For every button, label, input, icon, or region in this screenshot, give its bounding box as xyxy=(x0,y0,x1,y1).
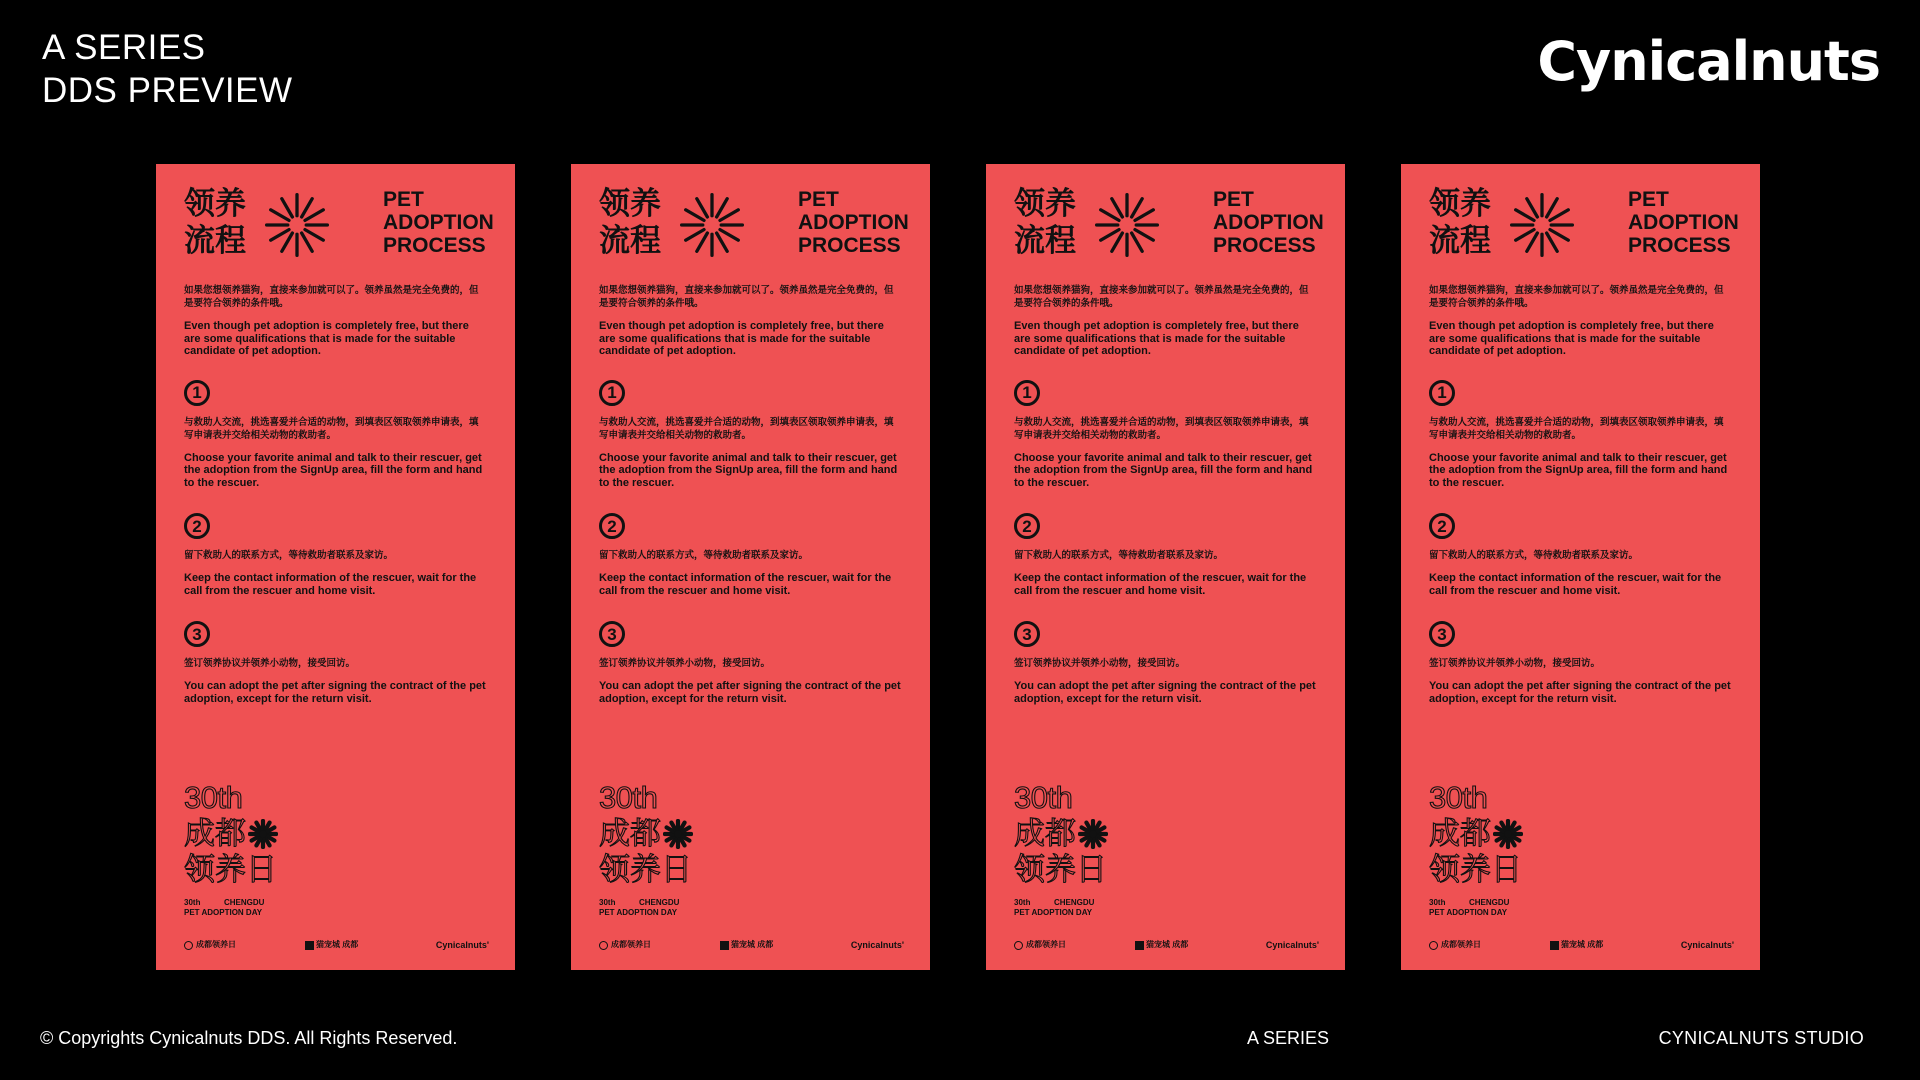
en-title-line1: PET xyxy=(798,188,839,211)
intro-cn-text: 如果您想领养猫狗，直接来参加就可以了。领养虽然是完全免费的，但是要符合领养的条件哦。 xyxy=(184,285,479,309)
series-title xyxy=(42,26,293,112)
sponsor-logos xyxy=(599,939,904,953)
sponsor-logo-3: Cynicalnuts' xyxy=(1680,940,1734,950)
sponsor-logo-2-text: 猫宠城 成都 xyxy=(731,940,774,949)
event-name: 领养日 xyxy=(599,852,692,888)
copyright-text: © Copyrights Cynicalnuts DDS. All Rights Reserved. xyxy=(40,1028,458,1048)
circle-logo-icon xyxy=(1429,941,1438,950)
step-en-text: You can adopt the pet after signing the contract of the pet adoption, except for the return visit. xyxy=(1429,680,1731,705)
series-title-line2: DDS PREVIEW xyxy=(42,71,293,110)
step-cn-text: 签订领养协议并领养小动物，接受回访。 xyxy=(1429,658,1601,669)
step-cn-text: 签订领养协议并领养小动物，接受回访。 xyxy=(1014,658,1186,669)
step-cn-text: 与救助人交流，挑选喜爱并合适的动物，到填表区领取领养申请表，填写申请表并交给相关动物的救助者。 xyxy=(1014,416,1309,441)
en-title-line2: ADOPTION xyxy=(1213,211,1324,234)
step-cn-text: 留下救助人的联系方式，等待救助者联系及家访。 xyxy=(1014,550,1224,561)
starburst-icon xyxy=(1094,192,1160,258)
event-caption xyxy=(599,898,904,922)
step xyxy=(1429,513,1732,597)
step-number-badge: 2 xyxy=(1014,513,1040,539)
event-city: 成都 xyxy=(1429,816,1491,852)
poster-cn-title xyxy=(1014,186,1076,260)
step-cn-text: 与救助人交流，挑选喜爱并合适的动物，到填表区领取领养申请表，填写申请表并交给相关动物的救助者。 xyxy=(599,416,894,441)
en-title-line2: ADOPTION xyxy=(383,211,494,234)
sponsor-logos xyxy=(184,939,489,953)
cn-title-line1: 领养 xyxy=(1014,186,1076,222)
sponsor-logos xyxy=(1429,939,1734,953)
step-cn-text: 留下救助人的联系方式，等待救助者联系及家访。 xyxy=(599,550,809,561)
intro-en-text: Even though pet adoption is completely free, but there are some qualifications that is made for the suitable candidate of pet adoption. xyxy=(599,320,884,357)
event-caption xyxy=(1429,898,1734,922)
step-number-badge: 1 xyxy=(1429,380,1455,406)
poster-card xyxy=(571,164,930,970)
cn-title-line2: 流程 xyxy=(1014,223,1076,259)
poster-header xyxy=(1429,186,1739,278)
circle-logo-icon xyxy=(1014,941,1023,950)
step xyxy=(1014,621,1317,705)
step-number-badge: 2 xyxy=(184,513,210,539)
caption-city: CHENGDU xyxy=(224,898,265,907)
step-number-badge: 2 xyxy=(1429,513,1455,539)
intro-cn-text: 如果您想领养猫狗，直接来参加就可以了。领养虽然是完全免费的，但是要符合领养的条件哦。 xyxy=(599,285,894,309)
cn-title-line2: 流程 xyxy=(1429,223,1491,259)
caption-event: PET ADOPTION DAY xyxy=(599,908,678,917)
event-anniversary: 30th xyxy=(184,780,243,815)
caption-event: PET ADOPTION DAY xyxy=(184,908,263,917)
sponsor-logo-2 xyxy=(1550,939,1603,951)
caption-anniversary: 30th xyxy=(1429,898,1446,907)
en-title-line2: ADOPTION xyxy=(1628,211,1739,234)
event-city-row xyxy=(599,816,904,852)
caption-anniversary: 30th xyxy=(184,898,201,907)
step-en-text: Keep the contact information of the rescuer, wait for the call from the rescuer and home visit. xyxy=(599,572,892,597)
step xyxy=(1014,380,1317,490)
starburst-small-icon xyxy=(1493,819,1523,849)
circle-logo-icon xyxy=(599,941,608,950)
step xyxy=(599,513,902,597)
intro-en-text: Even though pet adoption is completely free, but there are some qualifications that is made for the suitable candidate of pet adoption. xyxy=(1014,320,1299,357)
sponsor-logo-3: Cynicalnuts' xyxy=(1265,940,1319,950)
sponsor-logo-1-text: 成都领养日 xyxy=(1026,940,1066,949)
event-city: 成都 xyxy=(1014,816,1076,852)
intro-en-text: Even though pet adoption is completely free, but there are some qualifications that is made for the suitable candidate of pet adoption. xyxy=(1429,320,1714,357)
sponsor-logo-1-text: 成都领养日 xyxy=(196,940,236,949)
poster-en-title xyxy=(1628,188,1739,257)
square-logo-icon xyxy=(1135,941,1144,950)
step-number-badge: 3 xyxy=(599,621,625,647)
en-title-line1: PET xyxy=(1628,188,1669,211)
step-en-text: Keep the contact information of the rescuer, wait for the call from the rescuer and home visit. xyxy=(1429,572,1722,597)
circle-logo-icon xyxy=(184,941,193,950)
sponsor-logo-1-text: 成都领养日 xyxy=(1441,940,1481,949)
step-cn-text: 留下救助人的联系方式，等待救助者联系及家访。 xyxy=(1429,550,1639,561)
caption-anniversary: 30th xyxy=(1014,898,1031,907)
sponsor-logo-1 xyxy=(1014,939,1066,951)
cn-title-line2: 流程 xyxy=(599,223,661,259)
cn-title-line2: 流程 xyxy=(184,223,246,259)
event-block xyxy=(1429,780,1734,953)
sponsor-logo-1 xyxy=(599,939,651,951)
starburst-small-icon xyxy=(248,819,278,849)
poster-card xyxy=(156,164,515,970)
sponsor-logo-1 xyxy=(1429,939,1481,951)
step xyxy=(599,380,902,490)
en-title-line3: PROCESS xyxy=(798,234,901,257)
event-anniversary: 30th xyxy=(1014,780,1073,815)
cn-title-line1: 领养 xyxy=(599,186,661,222)
poster-en-title xyxy=(1213,188,1324,257)
sponsor-logo-2-text: 猫宠城 成都 xyxy=(316,940,359,949)
step xyxy=(1429,621,1732,705)
sponsor-logo-3: Cynicalnuts' xyxy=(850,940,904,950)
brand-logo: Cynicalnuts xyxy=(1537,30,1880,93)
step-en-text: Keep the contact information of the rescuer, wait for the call from the rescuer and home visit. xyxy=(184,572,477,597)
caption-city: CHENGDU xyxy=(639,898,680,907)
poster-card xyxy=(1401,164,1760,970)
event-anniversary: 30th xyxy=(599,780,658,815)
event-city: 成都 xyxy=(599,816,661,852)
event-block xyxy=(1014,780,1319,953)
starburst-small-icon xyxy=(1078,819,1108,849)
step-en-text: Keep the contact information of the rescuer, wait for the call from the rescuer and home visit. xyxy=(1014,572,1307,597)
footer-series: A SERIES xyxy=(1247,1028,1330,1048)
step-number-badge: 1 xyxy=(599,380,625,406)
caption-event: PET ADOPTION DAY xyxy=(1014,908,1093,917)
event-block xyxy=(184,780,489,953)
step-cn-text: 签订领养协议并领养小动物，接受回访。 xyxy=(599,658,771,669)
sponsor-logo-1 xyxy=(184,939,236,951)
starburst-icon xyxy=(1509,192,1575,258)
sponsor-logos xyxy=(1014,939,1319,953)
cn-title-line1: 领养 xyxy=(1429,186,1491,222)
step-en-text: Choose your favorite animal and talk to their rescuer, get the adoption from the SignUp area, fill the form and hand to the rescuer. xyxy=(1429,451,1728,489)
en-title-line2: ADOPTION xyxy=(798,211,909,234)
event-name: 领养日 xyxy=(184,852,277,888)
step-en-text: Choose your favorite animal and talk to their rescuer, get the adoption from the SignUp area, fill the form and hand to the rescuer. xyxy=(184,451,483,489)
square-logo-icon xyxy=(305,941,314,950)
poster-header xyxy=(599,186,909,278)
caption-event: PET ADOPTION DAY xyxy=(1429,908,1508,917)
poster-en-title xyxy=(383,188,494,257)
en-title-line1: PET xyxy=(1213,188,1254,211)
event-city-row xyxy=(1014,816,1319,852)
step-cn-text: 与救助人交流，挑选喜爱并合适的动物，到填表区领取领养申请表，填写申请表并交给相关动物的救助者。 xyxy=(1429,416,1724,441)
step xyxy=(1014,513,1317,597)
event-city-row xyxy=(184,816,489,852)
caption-anniversary: 30th xyxy=(599,898,616,907)
event-caption xyxy=(1014,898,1319,922)
poster-header xyxy=(1014,186,1324,278)
starburst-small-icon xyxy=(663,819,693,849)
square-logo-icon xyxy=(1550,941,1559,950)
step xyxy=(1429,380,1732,490)
sponsor-logo-2 xyxy=(305,939,358,951)
intro-cn-text: 如果您想领养猫狗，直接来参加就可以了。领养虽然是完全免费的，但是要符合领养的条件哦。 xyxy=(1429,285,1724,309)
step-number-badge: 1 xyxy=(1014,380,1040,406)
step-en-text: Choose your favorite animal and talk to their rescuer, get the adoption from the SignUp area, fill the form and hand to the rescuer. xyxy=(1014,451,1313,489)
step-cn-text: 留下救助人的联系方式，等待救助者联系及家访。 xyxy=(184,550,394,561)
series-title-line1: A SERIES xyxy=(42,28,206,67)
step-cn-text: 签订领养协议并领养小动物，接受回访。 xyxy=(184,658,356,669)
event-city-row xyxy=(1429,816,1734,852)
sponsor-logo-1-text: 成都领养日 xyxy=(611,940,651,949)
poster-header xyxy=(184,186,494,278)
cn-title-line1: 领养 xyxy=(184,186,246,222)
step xyxy=(599,621,902,705)
en-title-line1: PET xyxy=(383,188,424,211)
step-cn-text: 与救助人交流，挑选喜爱并合适的动物，到填表区领取领养申请表，填写申请表并交给相关动物的救助者。 xyxy=(184,416,479,441)
step xyxy=(184,621,487,705)
event-anniversary: 30th xyxy=(1429,780,1488,815)
event-city: 成都 xyxy=(184,816,246,852)
en-title-line3: PROCESS xyxy=(1628,234,1731,257)
event-name: 领养日 xyxy=(1014,852,1107,888)
step xyxy=(184,380,487,490)
footer-studio: CYNICALNUTS STUDIO xyxy=(1658,1028,1864,1048)
en-title-line3: PROCESS xyxy=(1213,234,1316,257)
en-title-line3: PROCESS xyxy=(383,234,486,257)
square-logo-icon xyxy=(720,941,729,950)
step-en-text: You can adopt the pet after signing the contract of the pet adoption, except for the return visit. xyxy=(599,680,901,705)
step-en-text: You can adopt the pet after signing the contract of the pet adoption, except for the return visit. xyxy=(1014,680,1316,705)
starburst-icon xyxy=(264,192,330,258)
step-number-badge: 1 xyxy=(184,380,210,406)
step-number-badge: 3 xyxy=(1014,621,1040,647)
poster-cn-title xyxy=(184,186,246,260)
step-en-text: You can adopt the pet after signing the contract of the pet adoption, except for the return visit. xyxy=(184,680,486,705)
sponsor-logo-2-text: 猫宠城 成都 xyxy=(1146,940,1189,949)
sponsor-logo-2-text: 猫宠城 成都 xyxy=(1561,940,1604,949)
step-number-badge: 3 xyxy=(1429,621,1455,647)
intro-en-text: Even though pet adoption is completely free, but there are some qualifications that is made for the suitable candidate of pet adoption. xyxy=(184,320,469,357)
event-caption xyxy=(184,898,489,922)
step-number-badge: 2 xyxy=(599,513,625,539)
sponsor-logo-3: Cynicalnuts' xyxy=(435,940,489,950)
intro-cn-text: 如果您想领养猫狗，直接来参加就可以了。领养虽然是完全免费的，但是要符合领养的条件哦。 xyxy=(1014,285,1309,309)
sponsor-logo-2 xyxy=(720,939,773,951)
poster-card xyxy=(986,164,1345,970)
event-name: 领养日 xyxy=(1429,852,1522,888)
poster-cn-title xyxy=(1429,186,1491,260)
step-number-badge: 3 xyxy=(184,621,210,647)
starburst-icon xyxy=(679,192,745,258)
caption-city: CHENGDU xyxy=(1054,898,1095,907)
poster-en-title xyxy=(798,188,909,257)
caption-city: CHENGDU xyxy=(1469,898,1510,907)
event-block xyxy=(599,780,904,953)
step-en-text: Choose your favorite animal and talk to their rescuer, get the adoption from the SignUp area, fill the form and hand to the rescuer. xyxy=(599,451,898,489)
sponsor-logo-2 xyxy=(1135,939,1188,951)
step xyxy=(184,513,487,597)
poster-cn-title xyxy=(599,186,661,260)
